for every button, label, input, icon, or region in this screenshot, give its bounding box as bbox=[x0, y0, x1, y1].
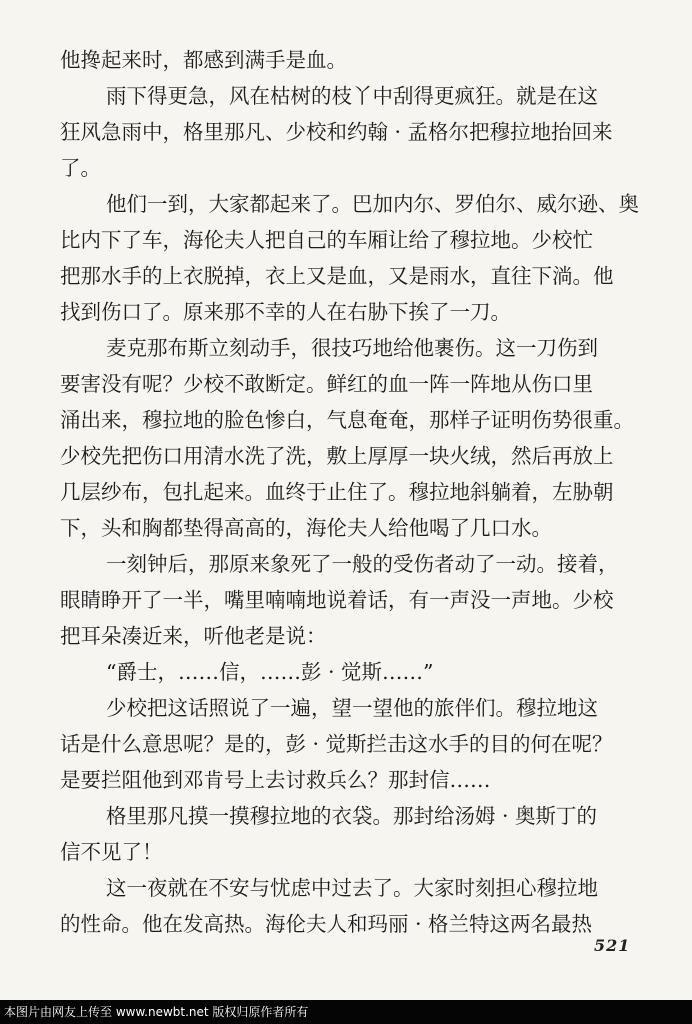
text-line: “爵士，……信，……彭 · 觉斯……” bbox=[106, 660, 434, 684]
text-line: 话是什么意思呢？是的，彭 · 觉斯拦击这水手的目的何在呢？ bbox=[60, 732, 613, 756]
text-line: 雨下得更急，风在枯树的枝丫中刮得更疯狂。就是在这 bbox=[106, 84, 598, 108]
text-line: 了。 bbox=[60, 156, 101, 180]
watermark-footer: 本图片由网友上传至 www.newbt.net 版权归原作者所有 bbox=[0, 1000, 692, 1024]
text-line: 几层纱布，包扎起来。血终于止住了。穆拉地斜躺着，左胁朝 bbox=[60, 480, 614, 504]
page-number: 521 bbox=[594, 936, 631, 955]
text-line: 眼睛睁开了一半，嘴里喃喃地说着话，有一声没一声地。少校 bbox=[60, 588, 614, 612]
text-line: 涌出来，穆拉地的脸色惨白，气息奄奄，那样子证明伤势很重。 bbox=[60, 408, 634, 432]
text-line: 要害没有呢？少校不敢断定。鲜红的血一阵一阵地从伤口里 bbox=[60, 372, 593, 396]
text-line: 信不见了！ bbox=[60, 840, 163, 864]
text-line: 下，头和胸都垫得高高的，海伦夫人给他喝了几口水。 bbox=[60, 516, 552, 540]
text-line: 一刻钟后，那原来象死了一般的受伤者动了一动。接着， bbox=[106, 552, 619, 576]
text-line: 比内下了车，海伦夫人把自己的车厢让给了穆拉地。少校忙 bbox=[60, 228, 593, 252]
text-line: 的性命。他在发高热。海伦夫人和玛丽 · 格兰特这两名最热 bbox=[60, 912, 593, 936]
text-line: 他搀起来时，都感到满手是血。 bbox=[60, 48, 347, 72]
text-line: 狂风急雨中，格里那凡、少校和约翰 · 孟格尔把穆拉地抬回来 bbox=[60, 120, 613, 144]
text-line: 他们一到，大家都起来了。巴加内尔、罗伯尔、威尔逊、奥 bbox=[106, 192, 639, 216]
text-line: 这一夜就在不安与忧虑中过去了。大家时刻担心穆拉地 bbox=[106, 876, 598, 900]
text-line: 把耳朵凑近来，听他老是说： bbox=[60, 624, 327, 648]
body-text bbox=[60, 42, 642, 942]
text-line: 找到伤口了。原来那不幸的人在右胁下挨了一刀。 bbox=[60, 300, 511, 324]
text-line: 格里那凡摸一摸穆拉地的衣袋。那封给汤姆 · 奥斯丁的 bbox=[106, 804, 598, 828]
text-line: 少校先把伤口用清水洗了洗，敷上厚厚一块火绒，然后再放上 bbox=[60, 444, 614, 468]
text-line: 是要拦阻他到邓肯号上去讨救兵么？那封信…… bbox=[60, 768, 491, 792]
text-line: 麦克那布斯立刻动手，很技巧地给他裹伤。这一刀伤到 bbox=[106, 336, 598, 360]
text-line: 把那水手的上衣脱掉，衣上又是血，又是雨水，直往下淌。他 bbox=[60, 264, 614, 288]
text-line: 少校把这话照说了一遍，望一望他的旅伴们。穆拉地这 bbox=[106, 696, 598, 720]
